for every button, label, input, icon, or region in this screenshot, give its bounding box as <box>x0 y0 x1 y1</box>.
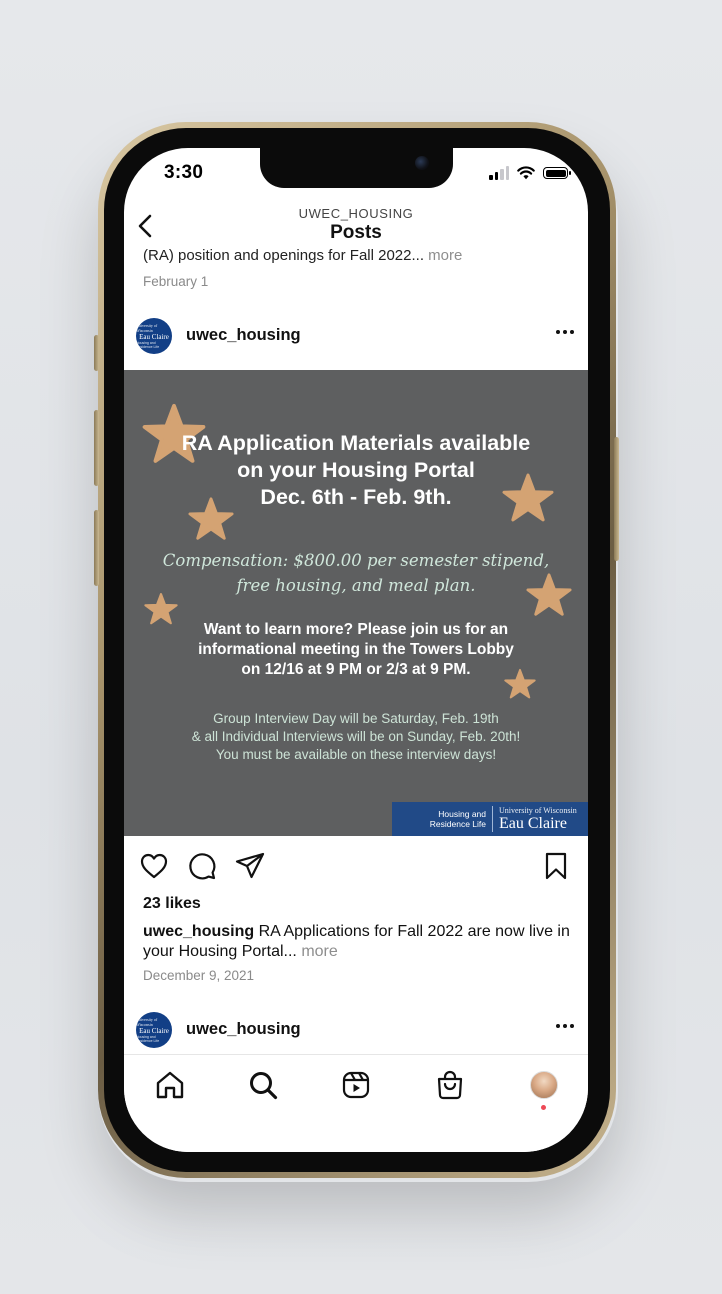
status-icons <box>489 165 568 181</box>
previous-post-date: February 1 <box>143 274 209 289</box>
image-compensation-line1: Compensation: $800.00 per semester stipend, <box>162 551 550 570</box>
image-interview-days <box>124 710 588 764</box>
wifi-icon <box>517 166 535 180</box>
previous-caption-text: (RA) position and openings for Fall 2022... <box>143 247 424 264</box>
image-compensation <box>124 548 588 598</box>
avatar-line2: Eau Claire <box>139 1027 169 1035</box>
image-info-line1: Want to learn more? Please join us for an <box>203 621 509 638</box>
avatar-line2: Eau Claire <box>139 333 169 341</box>
shop-icon[interactable] <box>434 1069 466 1101</box>
status-time: 3:30 <box>164 162 204 183</box>
previous-more-link[interactable]: more <box>428 247 463 264</box>
header-username: UWEC_HOUSING <box>298 206 414 221</box>
image-headline-line2: on your Housing Portal <box>237 458 475 482</box>
post-date: December 9, 2021 <box>143 968 255 983</box>
home-icon[interactable] <box>154 1069 186 1101</box>
logo-university-text <box>493 806 577 832</box>
post-caption <box>143 922 573 962</box>
power-button <box>614 437 619 561</box>
search-icon[interactable] <box>247 1069 279 1101</box>
post-header <box>124 316 588 360</box>
previous-post-caption <box>143 247 462 264</box>
image-info-meeting <box>124 620 588 680</box>
cellular-signal-icon <box>489 166 509 180</box>
avatar[interactable] <box>136 318 172 354</box>
caption-more-link[interactable]: more <box>301 943 338 960</box>
phone-screen <box>124 148 588 1152</box>
post-username[interactable]: uwec_housing <box>186 326 301 344</box>
comment-icon[interactable] <box>186 850 218 882</box>
avatar-line3: Housing and Residence Life <box>136 1035 160 1043</box>
logo-housing-line2: Residence Life <box>429 819 486 829</box>
likes-count[interactable]: 23 likes <box>143 895 201 912</box>
caption-username[interactable]: uwec_housing <box>143 923 255 940</box>
battery-icon <box>543 167 568 179</box>
logo-university-big: Eau Claire <box>499 815 567 832</box>
post-actions <box>124 848 588 884</box>
avatar-line1: University of Wisconsin <box>136 1017 158 1027</box>
uwec-housing-logo <box>392 802 588 836</box>
avatar-line1: University of Wisconsin <box>136 323 158 333</box>
notification-dot <box>541 1105 546 1110</box>
image-info-line3: on 12/16 at 9 PM or 2/3 at 9 PM. <box>241 661 471 678</box>
page-title: Posts <box>330 222 382 243</box>
image-info-line2: informational meeting in the Towers Lobby <box>198 641 514 658</box>
logo-university-small: University of Wisconsin <box>499 806 577 815</box>
logo-housing-text <box>392 809 492 829</box>
image-interview-line1: Group Interview Day will be Saturday, Feb. 19th <box>213 711 499 726</box>
next-post-header <box>124 1010 588 1054</box>
mute-switch <box>94 335 99 371</box>
avatar-line3: Housing and Residence Life <box>136 341 160 349</box>
post-image[interactable] <box>124 370 588 836</box>
more-options-icon[interactable] <box>556 1024 574 1028</box>
next-post-username[interactable]: uwec_housing <box>186 1020 301 1038</box>
volume-down-button <box>94 510 99 586</box>
heart-icon[interactable] <box>138 850 170 882</box>
image-headline-line1: RA Application Materials available <box>181 431 531 455</box>
caption-text: RA Applications for Fall 2022 are now live in your Housing Portal... <box>143 923 570 960</box>
profile-avatar[interactable] <box>530 1071 558 1099</box>
image-interview-line2: & all Individual Interviews will be on Sunday, Feb. 20th! <box>191 729 521 744</box>
logo-housing-line1: Housing and <box>438 809 486 819</box>
image-interview-line3: You must be available on these interview days! <box>215 747 497 762</box>
bottom-tab-bar <box>124 1054 588 1152</box>
reels-icon[interactable] <box>340 1069 372 1101</box>
volume-up-button <box>94 410 99 486</box>
bookmark-icon[interactable] <box>540 850 572 882</box>
send-icon[interactable] <box>234 850 266 882</box>
avatar[interactable] <box>136 1012 172 1048</box>
front-camera <box>415 156 429 170</box>
image-headline-line3: Dec. 6th - Feb. 9th. <box>260 485 452 509</box>
more-options-icon[interactable] <box>556 330 574 334</box>
posts-header <box>124 200 588 250</box>
notch <box>260 148 453 188</box>
image-headline <box>124 430 588 511</box>
image-compensation-line2: free housing, and meal plan. <box>236 576 476 595</box>
